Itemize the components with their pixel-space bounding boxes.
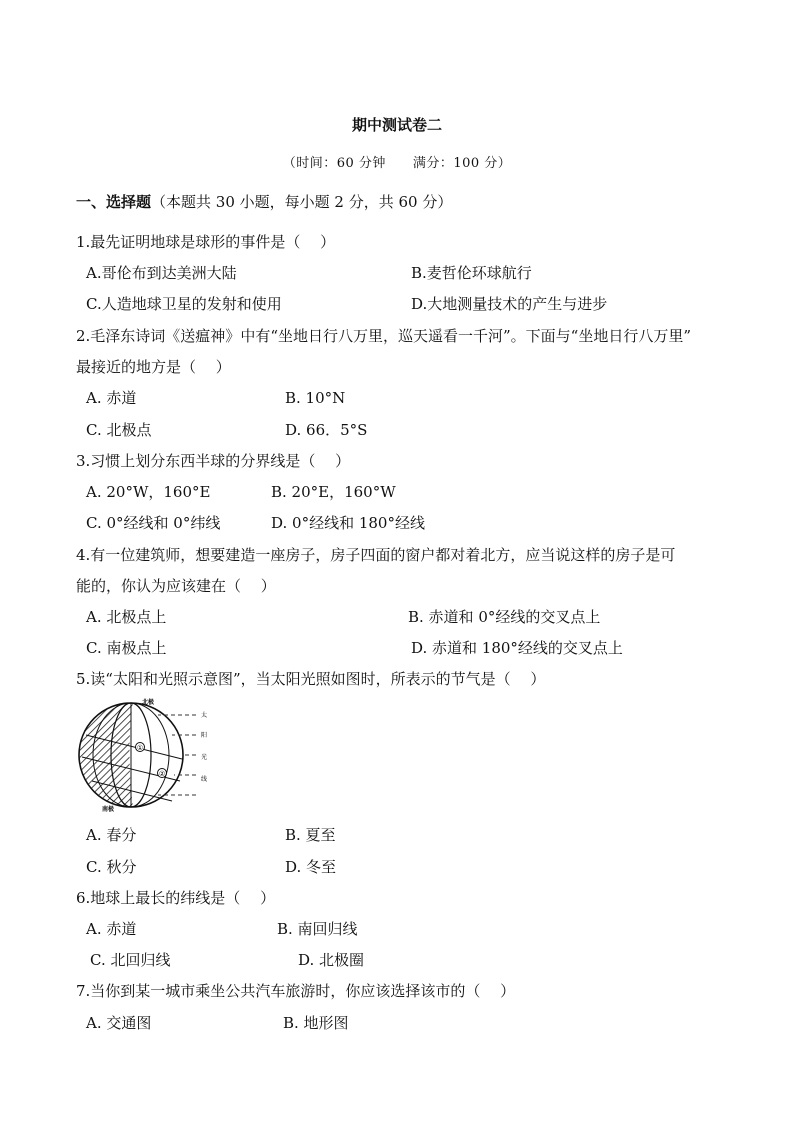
question-3-option-b[interactable]: B. 20°E，160°W bbox=[271, 483, 396, 501]
question-1-option-d[interactable]: D.大地测量技术的产生与进步 bbox=[411, 295, 608, 313]
page-title: 期中测试卷二 bbox=[351, 116, 442, 134]
question-7-stem: 7.当你到某一城市乘坐公共汽车旅游时，你应该选择该市的（ ） bbox=[76, 982, 516, 1000]
question-7-option-b[interactable]: B. 地形图 bbox=[283, 1014, 349, 1032]
question-5-stem: 5.读“太阳和光照示意图”，当太阳光照如图时，所表示的节气是（ ） bbox=[76, 670, 546, 688]
question-2-stem-continued: 最接近的地方是（ ） bbox=[76, 358, 231, 376]
marker-1-label: ① bbox=[136, 744, 144, 752]
question-5-option-b[interactable]: B. 夏至 bbox=[285, 826, 336, 844]
question-1-option-a[interactable]: A.哥伦布到达美洲大陆 bbox=[86, 264, 237, 282]
night-side-shading bbox=[76, 697, 134, 813]
section-heading bbox=[76, 193, 452, 211]
marker-2-label: ② bbox=[158, 770, 166, 778]
question-4-option-a[interactable]: A. 北极点上 bbox=[86, 608, 167, 626]
question-4-stem-continued: 能的，你认为应该建在（ ） bbox=[76, 577, 276, 595]
section-note: （本题共 30 小题，每小题 2 分，共 60 分） bbox=[151, 193, 453, 211]
sunlight-label-char: 阳 bbox=[201, 732, 208, 739]
question-3-stem: 3.习惯上划分东西半球的分界线是（ ） bbox=[76, 452, 351, 470]
question-2-option-a[interactable]: A. 赤道 bbox=[86, 389, 137, 407]
question-2-option-c[interactable]: C. 北极点 bbox=[86, 421, 152, 439]
question-1-stem: 1.最先证明地球是球形的事件是（ ） bbox=[76, 233, 336, 251]
question-5-option-d[interactable]: D. 冬至 bbox=[285, 858, 337, 876]
south-pole-label: 南极 bbox=[102, 806, 115, 813]
sunlight-arrows bbox=[158, 715, 196, 795]
question-2-stem: 2.毛泽东诗词《送瘟神》中有“坐地日行八万里，巡天遥看一千河”。下面与“坐地日行八万里” bbox=[76, 327, 691, 345]
section-title: 一、选择题 bbox=[76, 193, 152, 211]
question-5-option-c[interactable]: C. 秋分 bbox=[86, 858, 137, 876]
sunlight-label-char: 线 bbox=[201, 776, 208, 783]
exam-info: （时间：60 分钟 满分：100 分） bbox=[282, 156, 512, 171]
question-1-option-b[interactable]: B.麦哲伦环球航行 bbox=[411, 264, 532, 282]
question-4-option-b[interactable]: B. 赤道和 0°经线的交叉点上 bbox=[408, 608, 601, 626]
north-pole-label: 北极 bbox=[142, 699, 155, 706]
sunlight-diagram bbox=[76, 697, 214, 813]
question-3-option-c[interactable]: C. 0°经线和 0°纬线 bbox=[86, 514, 221, 532]
question-1-option-c[interactable]: C.人造地球卫星的发射和使用 bbox=[86, 295, 282, 313]
question-3-option-a[interactable]: A. 20°W，160°E bbox=[86, 483, 211, 501]
sunlight-label-char: 太 bbox=[201, 712, 208, 719]
question-6-option-d[interactable]: D. 北极圈 bbox=[298, 951, 365, 969]
question-3-option-d[interactable]: D. 0°经线和 180°经线 bbox=[271, 514, 425, 532]
question-6-option-c[interactable]: C. 北回归线 bbox=[90, 951, 171, 969]
question-6-stem: 6.地球上最长的纬线是（ ） bbox=[76, 889, 276, 907]
question-6-option-a[interactable]: A. 赤道 bbox=[86, 920, 137, 938]
question-4-option-c[interactable]: C. 南极点上 bbox=[86, 639, 167, 657]
sunlight-label-char: 光 bbox=[201, 754, 208, 761]
question-2-option-d[interactable]: D. 66．5°S bbox=[285, 421, 368, 439]
question-2-option-b[interactable]: B. 10°N bbox=[285, 389, 346, 407]
question-6-option-b[interactable]: B. 南回归线 bbox=[277, 920, 358, 938]
question-7-option-a[interactable]: A. 交通图 bbox=[86, 1014, 152, 1032]
question-5-option-a[interactable]: A. 春分 bbox=[86, 826, 137, 844]
question-4-option-d[interactable]: D. 赤道和 180°经线的交叉点上 bbox=[411, 639, 623, 657]
question-4-stem: 4.有一位建筑师，想要建造一座房子，房子四面的窗户都对着北方，应当说这样的房子是可 bbox=[76, 546, 676, 564]
